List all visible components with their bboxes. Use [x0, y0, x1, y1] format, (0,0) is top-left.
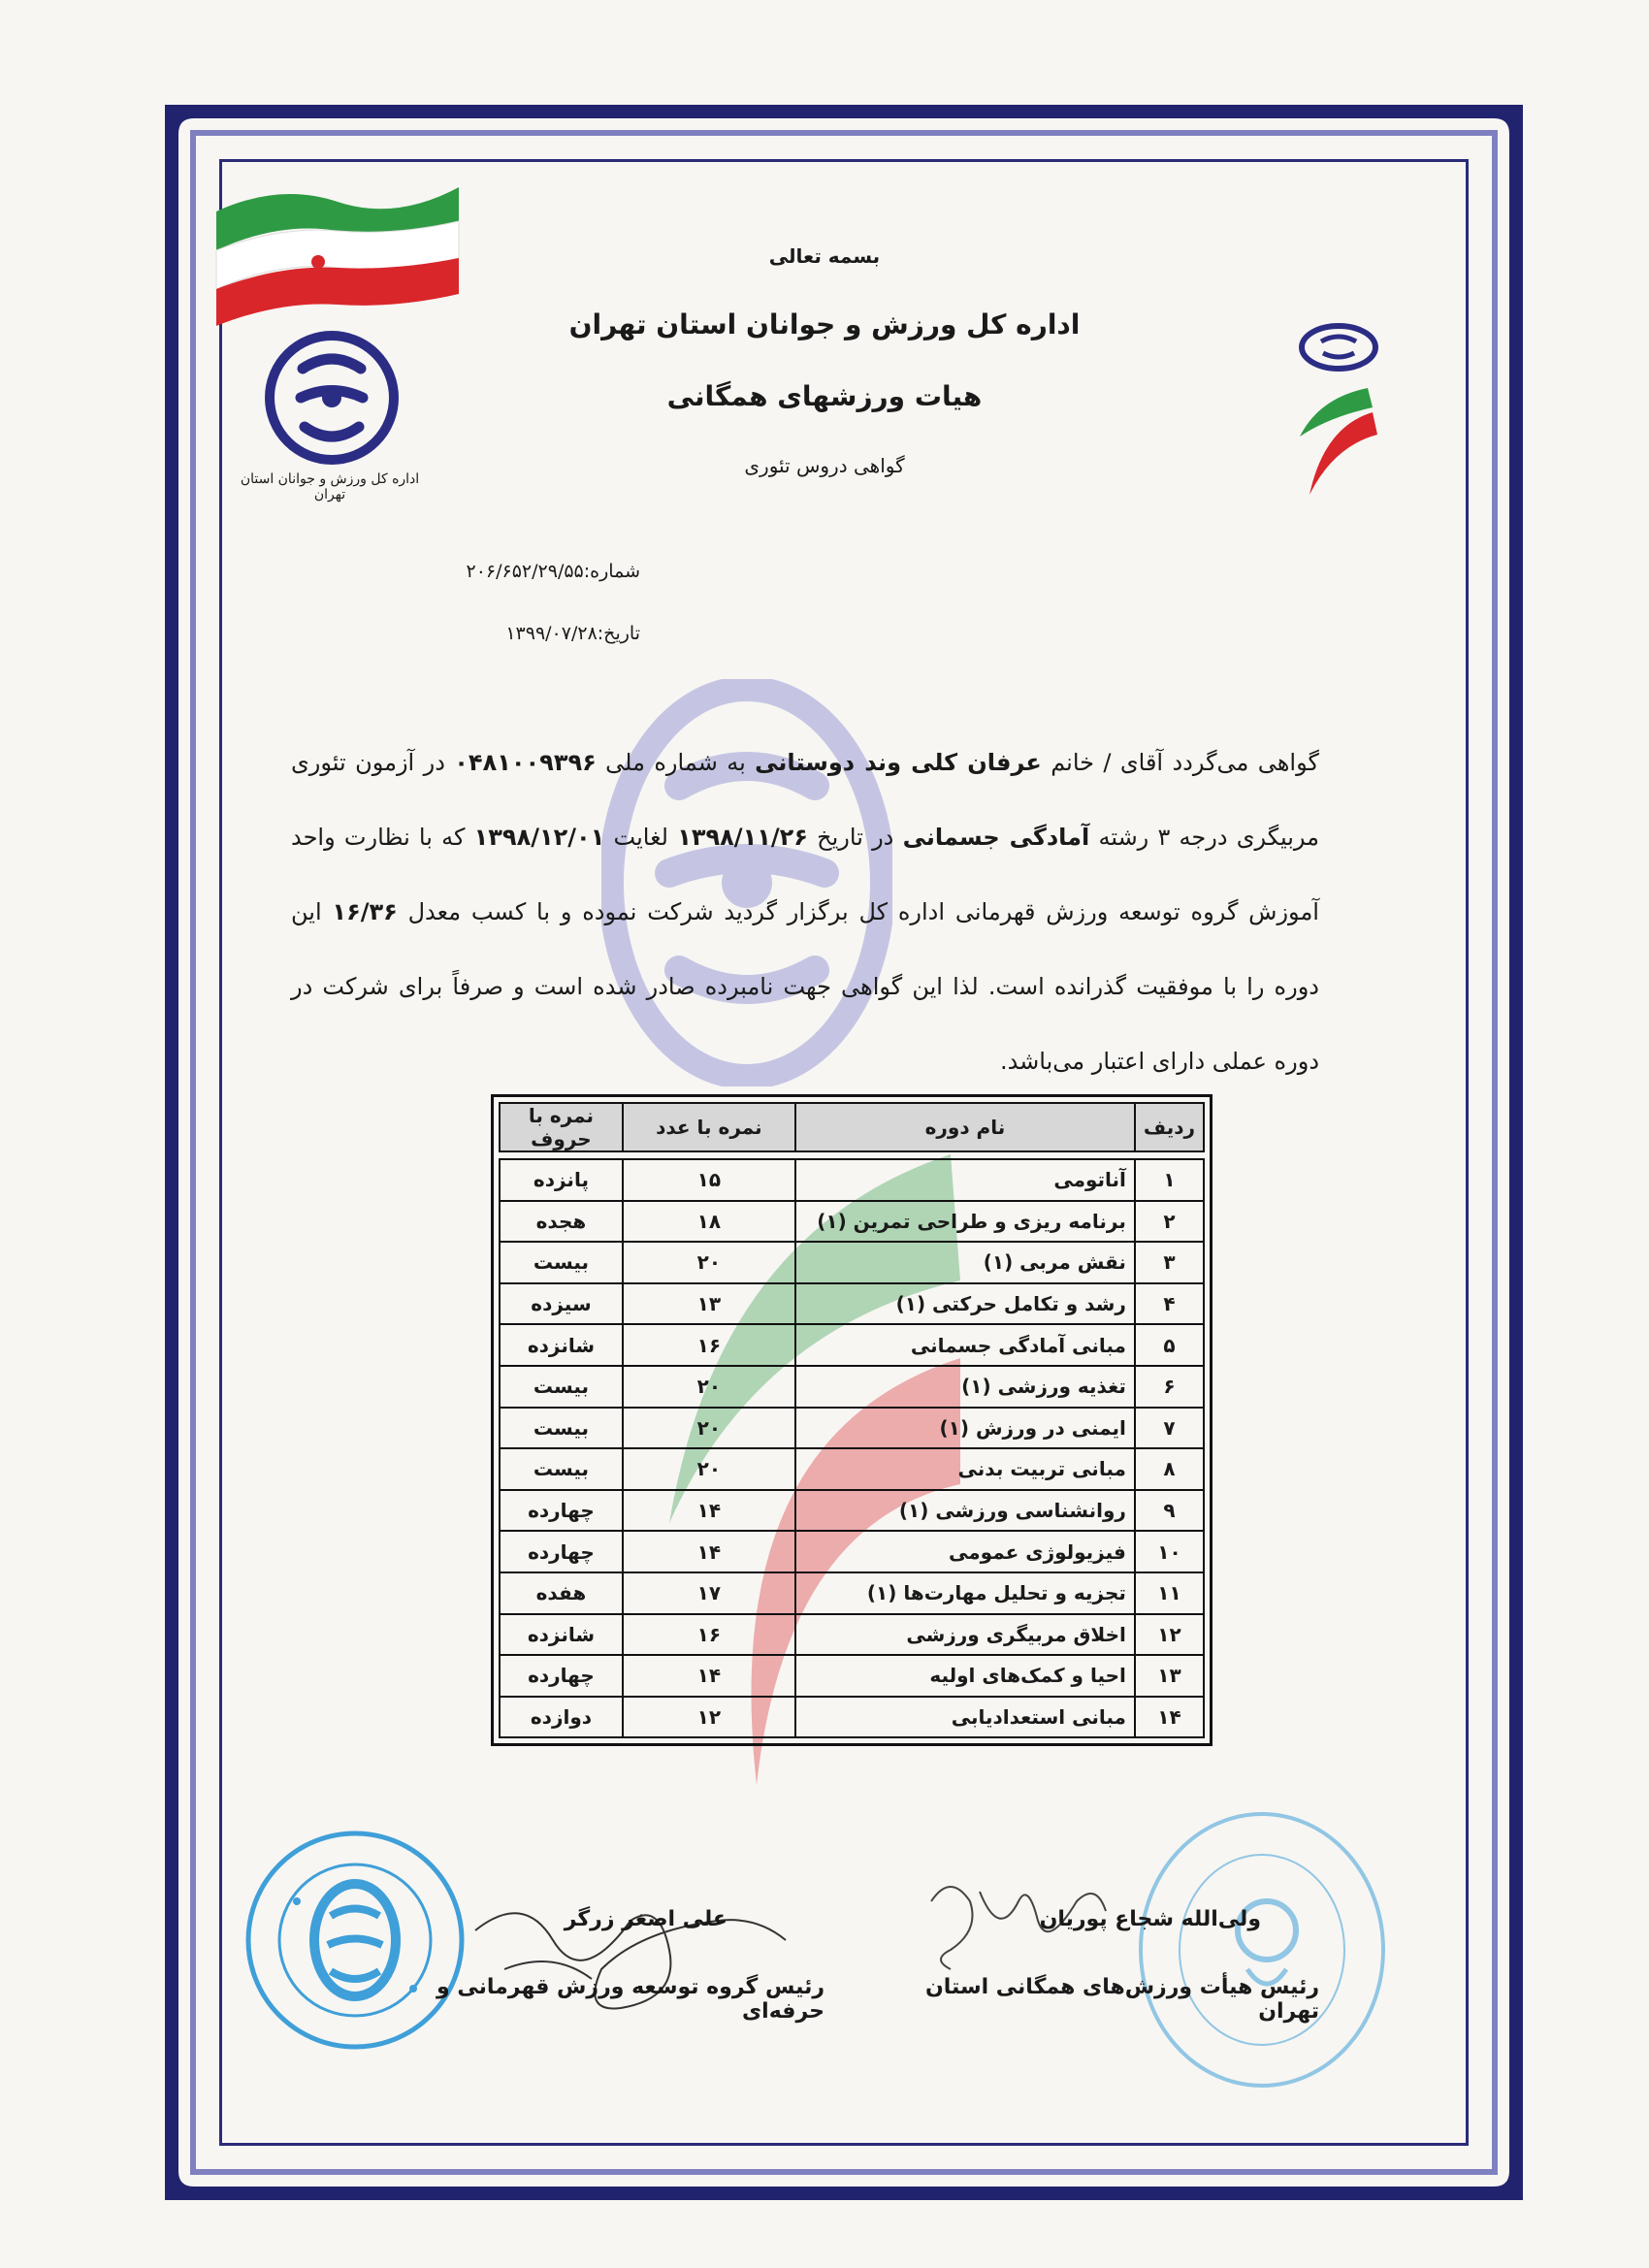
table-row: [500, 1408, 1204, 1449]
course-name: نقش مربی (۱): [795, 1242, 1135, 1283]
table-row: [500, 1448, 1204, 1490]
row-number: ۴: [1135, 1283, 1204, 1325]
corner-ornament-bottom-right: [1465, 2142, 1523, 2200]
issue-date: تاریخ:۱۳۹۹/۰۷/۲۸: [505, 623, 640, 644]
score-number: ۱۶: [623, 1614, 795, 1656]
iran-flag-icon: [211, 173, 464, 332]
score-number: ۱۶: [623, 1324, 795, 1366]
score-number: ۱۳: [623, 1283, 795, 1325]
score-words: شانزده: [500, 1324, 623, 1366]
row-number: ۶: [1135, 1366, 1204, 1408]
left-signatory-title: رئیس گروه توسعه ورزش قهرمانی و حرفه‌ای: [436, 1975, 824, 2024]
score-number: ۲۰: [623, 1242, 795, 1283]
table-row: [500, 1490, 1204, 1532]
body-until-label: لغایت: [613, 824, 668, 851]
table-row: [500, 1324, 1204, 1366]
table-row: [500, 1159, 1204, 1201]
course-name: رشد و تکامل حرکتی (۱): [795, 1283, 1135, 1325]
score-number: ۲۰: [623, 1408, 795, 1449]
row-number: ۱۴: [1135, 1697, 1204, 1738]
body-exam-text: در آزمون تئوری مربیگری درجه ۳ رشته: [291, 749, 1320, 851]
corner-ornament-top-left: [165, 105, 223, 163]
course-name: مبانی تربیت بدنی: [795, 1448, 1135, 1490]
score-words: چهارده: [500, 1655, 623, 1697]
score-words: پانزده: [500, 1159, 623, 1201]
table-row: [500, 1697, 1204, 1738]
row-number: ۱۱: [1135, 1572, 1204, 1614]
public-sports-logo: [1280, 320, 1387, 508]
row-number: ۸: [1135, 1448, 1204, 1490]
course-name: آناتومی: [795, 1159, 1135, 1201]
table-row: [500, 1614, 1204, 1656]
score-words: بیست: [500, 1366, 623, 1408]
score-number: ۲۰: [623, 1448, 795, 1490]
score-words: دوازده: [500, 1697, 623, 1738]
score-number: ۱۲: [623, 1697, 795, 1738]
organization-title: اداره کل ورزش و جوانان استان تهران: [568, 308, 1081, 340]
reference-number: شماره:۲۰۶/۶۵۲/۲۹/۵۵: [466, 561, 640, 582]
body-national-id-label: به شماره ملی: [605, 749, 746, 776]
score-words: چهارده: [500, 1490, 623, 1532]
course-name: فیزیولوژی عمومی: [795, 1531, 1135, 1572]
table-header-row: [500, 1103, 1204, 1151]
left-signatory-name: علی اصغر زرگر: [564, 1907, 728, 1931]
certificate-body: [291, 726, 1319, 1099]
official-stamp-left: [239, 1824, 471, 2060]
score-words: چهارده: [500, 1531, 623, 1572]
corner-ornament-bottom-left: [165, 2142, 223, 2200]
header-course-name: نام دوره: [795, 1103, 1135, 1151]
table-row: [500, 1283, 1204, 1325]
score-number: ۱۵: [623, 1159, 795, 1201]
course-name: اخلاق مربیگری ورزشی: [795, 1614, 1135, 1656]
score-words: هفده: [500, 1572, 623, 1614]
corner-ornament-top-right: [1465, 105, 1523, 163]
row-number: ۱۲: [1135, 1614, 1204, 1656]
score-number: ۱۸: [623, 1201, 795, 1243]
row-number: ۷: [1135, 1408, 1204, 1449]
course-name: روانشناسی ورزشی (۱): [795, 1490, 1135, 1532]
row-number: ۳: [1135, 1242, 1204, 1283]
header-row-number: ردیف: [1135, 1103, 1204, 1151]
row-number: ۵: [1135, 1324, 1204, 1366]
average-score: ۱۶/۳۶: [332, 898, 398, 925]
score-words: بیست: [500, 1448, 623, 1490]
body-supervision-text: که با نظارت واحد آموزش گروه توسعه ورزش قهرمانی اداره کل برگزار گردید شرکت نموده و با کسب معدل: [291, 824, 1319, 925]
body-intro: گواهی می‌گردد آقای / خانم: [1051, 749, 1319, 776]
field-name: آمادگی جسمانی: [902, 824, 1090, 851]
header-score-words: نمره با حروف: [500, 1103, 623, 1151]
score-number: ۱۷: [623, 1572, 795, 1614]
score-words: بیست: [500, 1408, 623, 1449]
table-row: [500, 1572, 1204, 1614]
score-number: ۱۴: [623, 1531, 795, 1572]
course-name: مبانی استعدادیابی: [795, 1697, 1135, 1738]
national-id: ۰۴۸۱۰۰۹۳۹۶: [454, 749, 597, 776]
board-title: هیات ورزشهای همگانی: [666, 380, 983, 412]
body-date-label: در تاریخ: [817, 824, 894, 851]
body-closing-text: این دوره را با موفقیت گذرانده است. لذا این گواهی جهت نامبرده صادر شده است و صرفاً برای شرکت در دوره عملی دارای اعتبار می‌باشد.: [291, 898, 1319, 1075]
score-words: بیست: [500, 1242, 623, 1283]
row-number: ۱۰: [1135, 1531, 1204, 1572]
basmala: بسمه تعالی: [768, 244, 881, 268]
date-from: ۱۳۹۸/۱۱/۲۶: [677, 824, 808, 851]
score-number: ۱۴: [623, 1490, 795, 1532]
certificate-type: گواهی دروس تئوری: [744, 454, 905, 477]
course-name: تجزیه و تحلیل مهارت‌ها (۱): [795, 1572, 1135, 1614]
course-name: احیا و کمک‌های اولیه: [795, 1655, 1135, 1697]
score-number: ۲۰: [623, 1366, 795, 1408]
row-number: ۱: [1135, 1159, 1204, 1201]
row-number: ۲: [1135, 1201, 1204, 1243]
date-to: ۱۳۹۸/۱۲/۰۱: [473, 824, 605, 851]
table-row: [500, 1366, 1204, 1408]
table-row: [500, 1655, 1204, 1697]
course-name: مبانی آمادگی جسمانی: [795, 1324, 1135, 1366]
table-row: [500, 1531, 1204, 1572]
recipient-name: عرفان کلی وند دوستانی: [755, 749, 1042, 776]
table-row: [500, 1242, 1204, 1283]
sports-ministry-logo: [264, 330, 400, 470]
header-score-number: نمره با عدد: [623, 1103, 795, 1151]
grades-table: [491, 1094, 1212, 1746]
row-number: ۹: [1135, 1490, 1204, 1532]
score-words: هجده: [500, 1201, 623, 1243]
score-number: ۱۴: [623, 1655, 795, 1697]
score-words: شانزده: [500, 1614, 623, 1656]
table-row: [500, 1201, 1204, 1243]
right-signatory-title: رئیس هیأت ورزش‌های همگانی استان تهران: [924, 1975, 1319, 2024]
score-words: سیزده: [500, 1283, 623, 1325]
course-name: برنامه ریزی و طراحی تمرین (۱): [795, 1201, 1135, 1243]
right-signatory-name: ولی‌الله شجاع پوریان: [1039, 1907, 1261, 1931]
course-name: تغذیه ورزشی (۱): [795, 1366, 1135, 1408]
row-number: ۱۳: [1135, 1655, 1204, 1697]
course-name: ایمنی در ورزش (۱): [795, 1408, 1135, 1449]
logo-caption: اداره کل ورزش و جوانان استان تهران: [240, 471, 420, 502]
official-stamp-right: [1131, 1804, 1393, 2099]
